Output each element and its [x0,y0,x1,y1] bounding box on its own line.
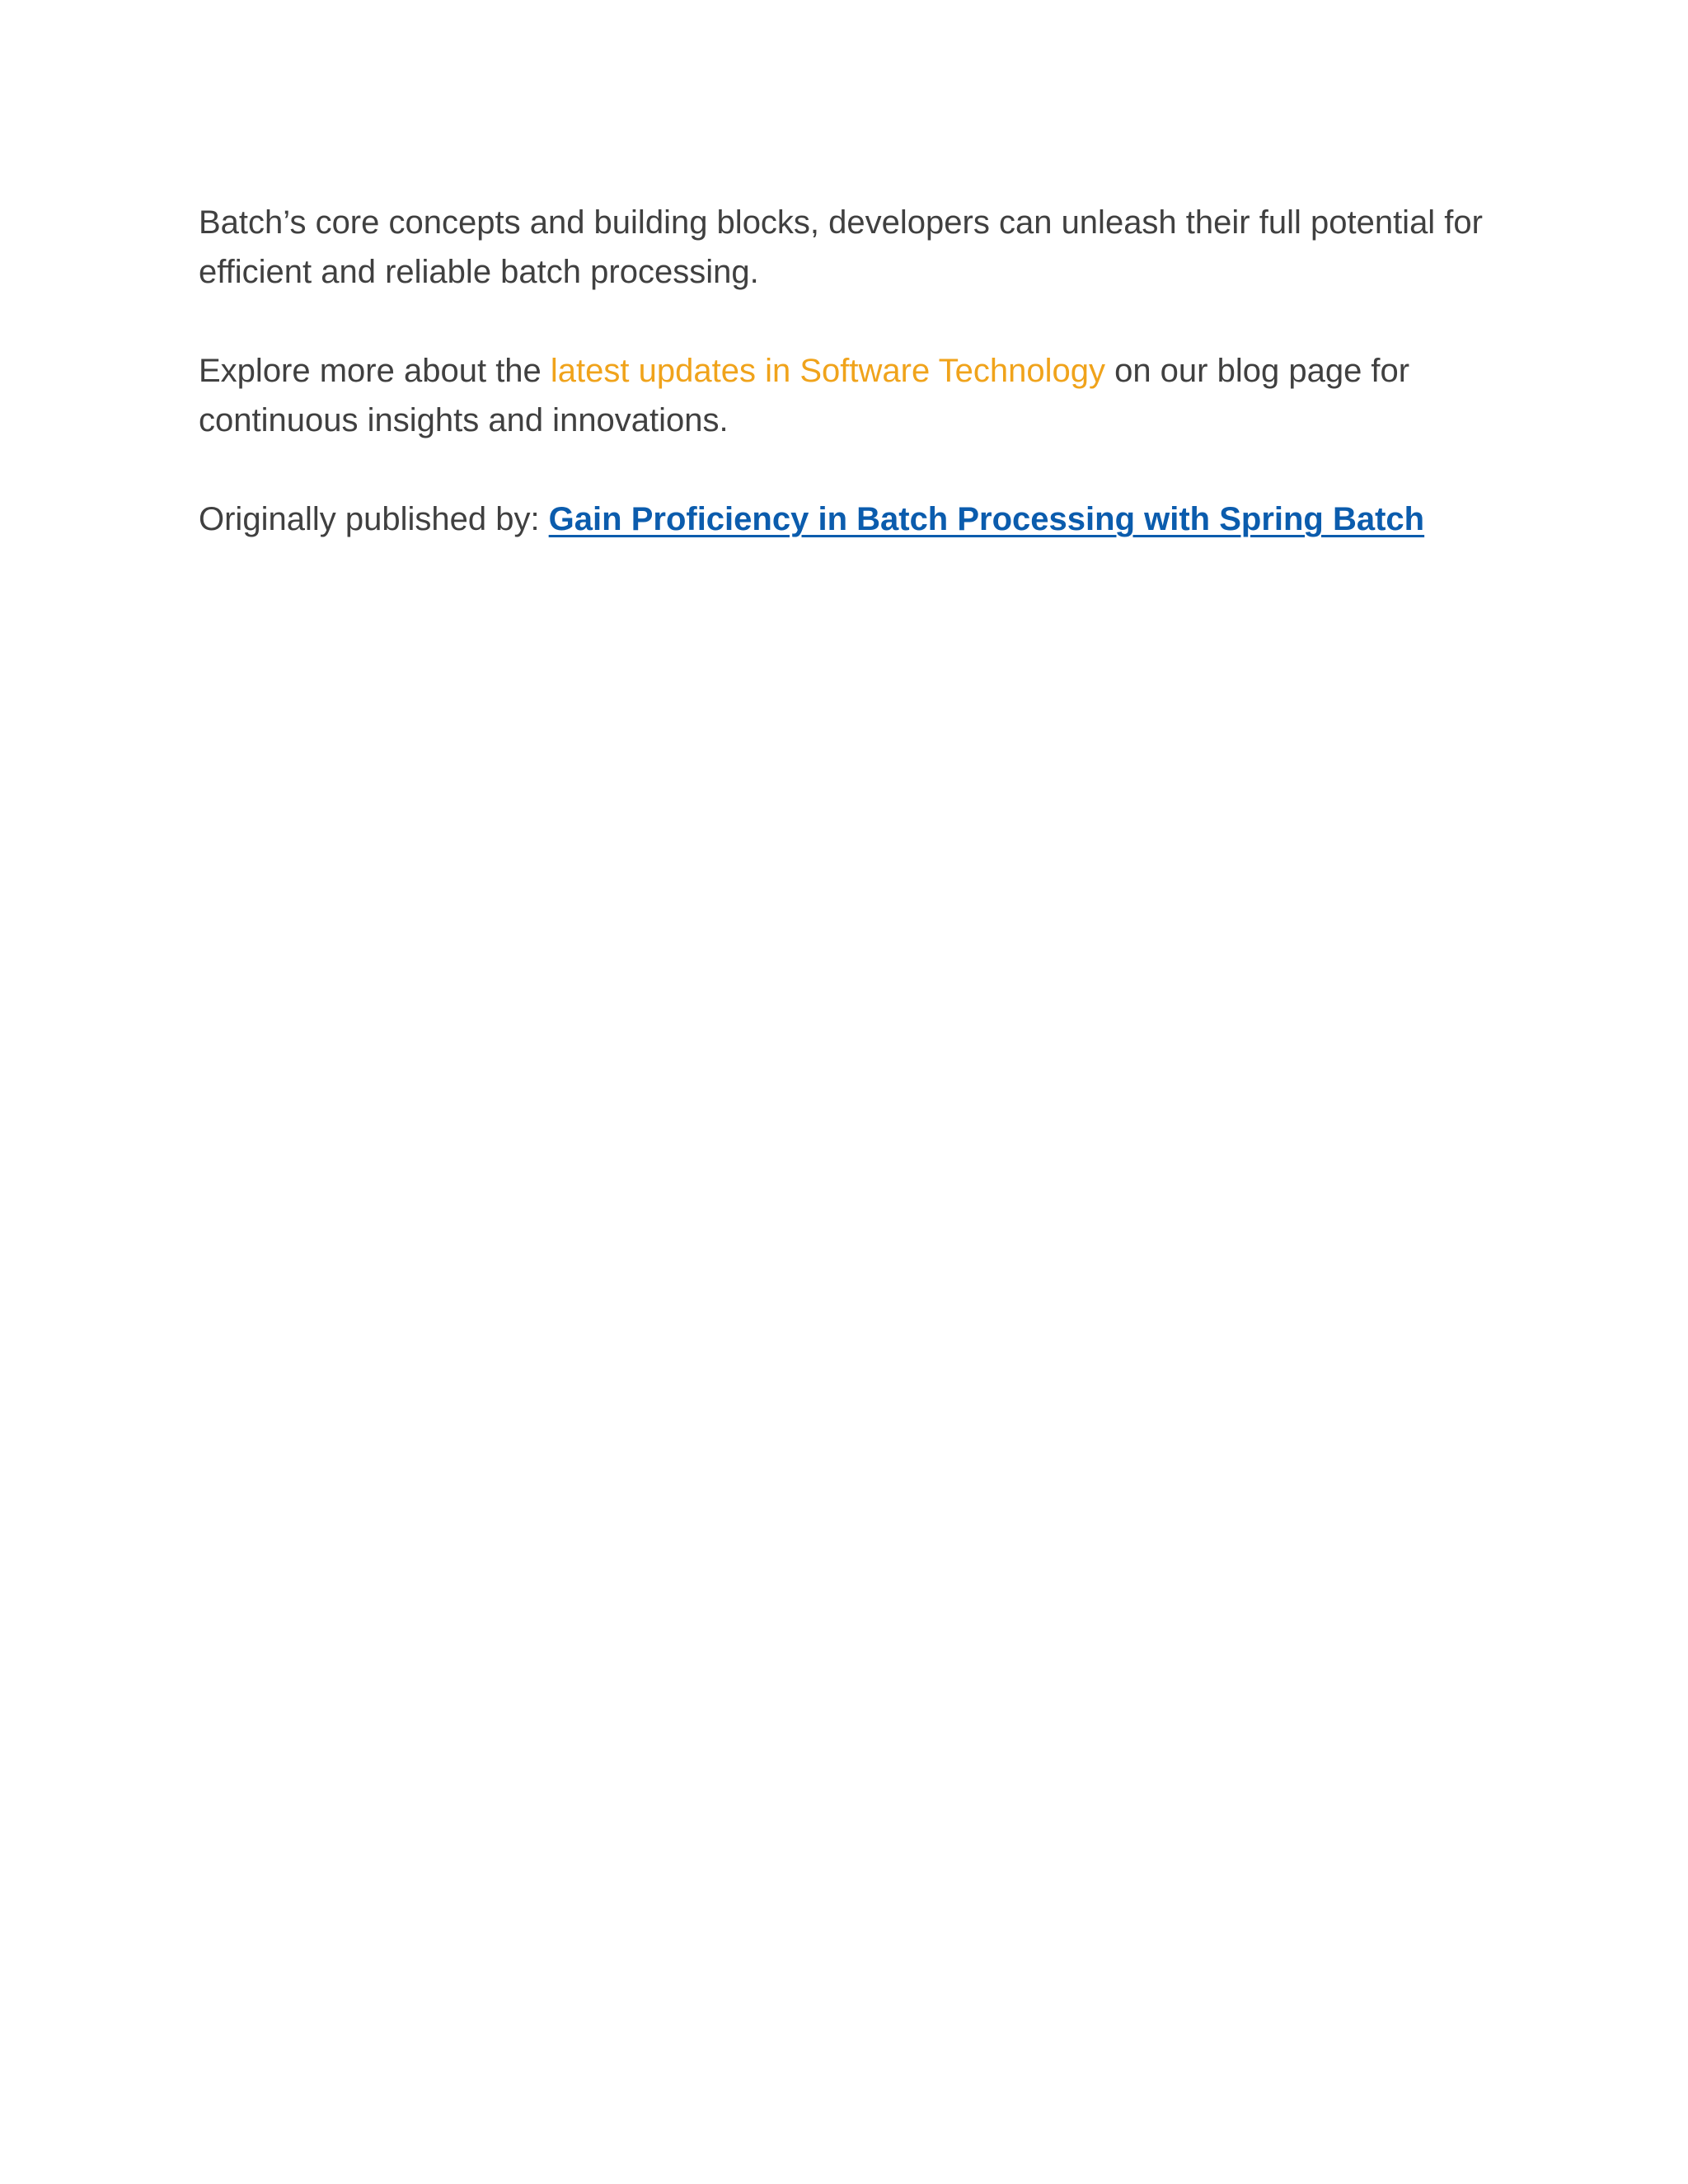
document-content [199,198,1501,544]
original-source-paragraph [199,494,1501,544]
original-article-link[interactable]: Gain Proficiency in Batch Processing with Spring Batch [548,501,1425,537]
explore-text-before: Explore more about the [199,353,551,389]
explore-paragraph [199,346,1501,445]
explore-text-after: on our blog page for continuous insights and innovations. [199,353,1410,438]
original-source-label: Originally published by: [199,501,549,537]
software-technology-link[interactable]: latest updates in Software Technology [550,353,1105,389]
closing-paragraph [199,198,1501,297]
closing-paragraph-text: Batch’s core concepts and building blocks, developers can unleash their full potential for efficient and reliable batch processing. [199,204,1483,290]
